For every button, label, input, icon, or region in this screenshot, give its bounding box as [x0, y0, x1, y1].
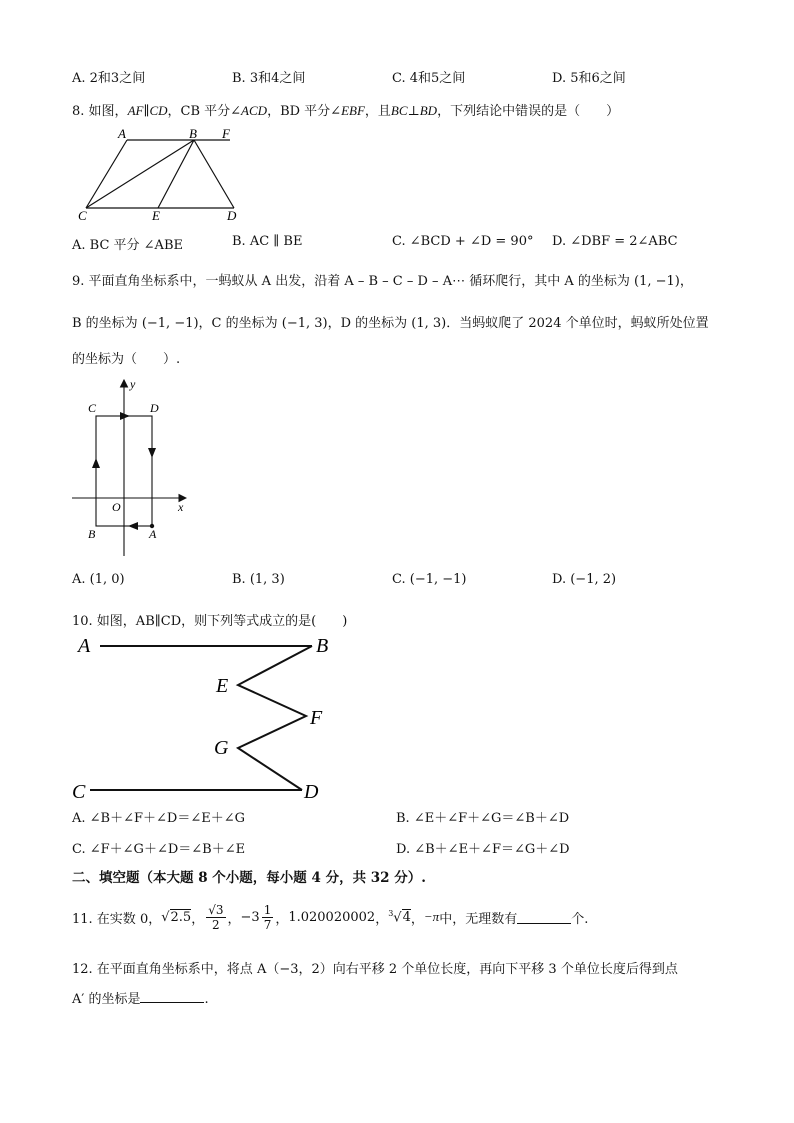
q11-decimal: 1.020020002: [288, 909, 376, 925]
q8-label-e: E: [152, 208, 160, 223]
q9-options: [72, 572, 712, 587]
q11-fraction-sqrt3-over-2: [206, 903, 225, 932]
q11-fraction-denominator: 2: [212, 917, 220, 932]
q11-suffix-a: 中，无理数有: [439, 911, 518, 927]
q10-options-row-1: [72, 807, 732, 826]
q10-option-a: A. ∠B＋∠F＋∠D＝∠E＋∠G: [72, 811, 245, 826]
q9-label-b: B: [88, 527, 96, 541]
q9-stem-line-3: 的坐标为（ ）.: [72, 352, 181, 367]
q12-line-2-suffix: .: [204, 992, 209, 1007]
q8-condition-perpendicular: BC⊥BD: [390, 103, 438, 118]
q9-option-a: A. (1, 0): [72, 572, 125, 587]
q8-text-3: ，且: [364, 104, 391, 119]
q8-text-2: ，BD 平分: [267, 104, 331, 119]
q10-figure: [70, 630, 340, 806]
q8-option-d: D. ∠DBF = 2∠ABC: [552, 234, 678, 249]
q10-stem: 10. 如图，AB∥CD，则下列等式成立的是( ): [72, 614, 348, 629]
q8-condition-angle-ebf: ∠EBF: [330, 103, 365, 118]
q8-option-b: B. AC ∥ BE: [232, 234, 303, 249]
q11-answer-blank[interactable]: [517, 911, 571, 924]
q10-label-b: B: [316, 635, 329, 657]
q9-option-b: B. (1, 3): [232, 572, 285, 587]
q11-fraction-numerator: √3: [208, 902, 224, 917]
q10-label-f: F: [310, 707, 323, 729]
q9-label-c: C: [88, 401, 97, 415]
q9-label-a: A: [149, 527, 157, 541]
section-2-heading: 二、填空题（本大题 8 个小题，每小题 4 分，共 32 分）.: [72, 870, 426, 886]
q10-label-e: E: [216, 675, 229, 697]
q8-text-4: ，下列结论中错误的是（ ）: [437, 104, 620, 119]
q12-answer-blank[interactable]: [140, 990, 204, 1003]
q8-option-a: A. BC 平分 ∠ABE: [72, 238, 183, 253]
q7-option-b: B. 3和4之间: [232, 71, 306, 86]
q9-coordinate-figure: [66, 372, 196, 562]
q9-label-d: D: [150, 401, 159, 415]
q9-option-c: C. (−1, −1): [392, 572, 467, 587]
q8-text-1: ，CB 平分: [167, 104, 231, 119]
q7-option-c: C. 4和5之间: [392, 71, 466, 86]
q8-label-a: A: [118, 126, 126, 141]
q11-suffix-b: 个.: [571, 911, 589, 927]
q12-stem-line-2: [72, 988, 209, 1007]
q11-mixed-fraction: [262, 903, 274, 932]
q11-cube-root-radicand: 4: [402, 910, 411, 926]
q11-neg-pi: −π: [423, 909, 440, 924]
q9-stem-line-2: B 的坐标为 (−1, −1)，C 的坐标为 (−1, 3)，D 的坐标为 (1, 3)．当蚂蚁爬了 2024 个单位时，蚂蚁所处位置: [72, 316, 709, 331]
q8-label-b: B: [189, 126, 197, 141]
q11-sqrt-2-5: √2.5: [161, 909, 192, 925]
q11-mixed-numerator: 1: [263, 902, 272, 917]
q8-intro: 如图，: [88, 104, 128, 119]
q8-condition-angle-acd: ∠ACD: [230, 103, 268, 118]
q9-stem-line-1: 9. 平面直角坐标系中，一蚂蚁从 A 出发，沿着 A – B – C – D – A⋯ 循环爬行，其中 A 的坐标为 (1, −1)，: [72, 274, 693, 289]
q8-figure: [72, 124, 252, 224]
q12-line-2-prefix: A′ 的坐标是: [72, 992, 141, 1007]
q7-option-d: D. 5和6之间: [552, 71, 626, 86]
q9-label-origin: O: [112, 500, 121, 514]
q10-label-a: A: [78, 635, 91, 657]
q7-option-a: A. 2和3之间: [72, 71, 146, 86]
q10-option-b: B. ∠E＋∠F＋∠G＝∠B＋∠D: [396, 811, 570, 826]
q7-options: [72, 67, 712, 86]
q10-label-g: G: [214, 737, 229, 759]
q10-label-c: C: [72, 781, 86, 803]
q10-option-d: D. ∠B＋∠E＋∠F＝∠G＋∠D: [396, 842, 570, 857]
q9-label-y: y: [130, 377, 136, 391]
q11-cube-root-4: $^3$√4: [388, 908, 411, 926]
q9-option-d: D. (−1, 2): [552, 572, 617, 587]
q11-stem: 11. 在实数 0， √2.5 ， $\frac{√3}{2}$ ， −3 $\frac{1}{7}$ ， 1.020020002 ， $^3$√4 ， −π 中，无理数有 个.: [72, 902, 589, 932]
q11-mixed-denominator: 7: [263, 917, 272, 932]
q8-condition-parallel: AF∥CD: [127, 103, 168, 118]
q11-mixed-whole: −3: [240, 909, 260, 925]
q12-stem-line-1: 12. 在平面直角坐标系中，将点 A（−3，2）向右平移 2 个单位长度，再向下平移 3 个单位长度后得到点: [72, 962, 678, 977]
q8-label-d: D: [227, 208, 237, 223]
q10-options-row-2: [72, 838, 732, 857]
q9-label-x: x: [178, 500, 184, 514]
q8-options: [72, 234, 712, 253]
q11-prefix: 11. 在实数 0，: [72, 911, 162, 927]
q11-cube-root-index: 3: [388, 908, 394, 918]
q10-option-c: C. ∠F＋∠G＋∠D＝∠B＋∠E: [72, 842, 246, 857]
q8-stem: [72, 100, 619, 119]
q10-label-d: D: [304, 781, 319, 803]
q11-sqrt-radicand: 2.5: [170, 909, 192, 925]
q8-label-c: C: [78, 208, 87, 223]
q8-label-f: F: [222, 126, 230, 141]
q8-number: 8.: [72, 104, 85, 119]
q8-option-c: C. ∠BCD + ∠D = 90°: [392, 234, 534, 249]
